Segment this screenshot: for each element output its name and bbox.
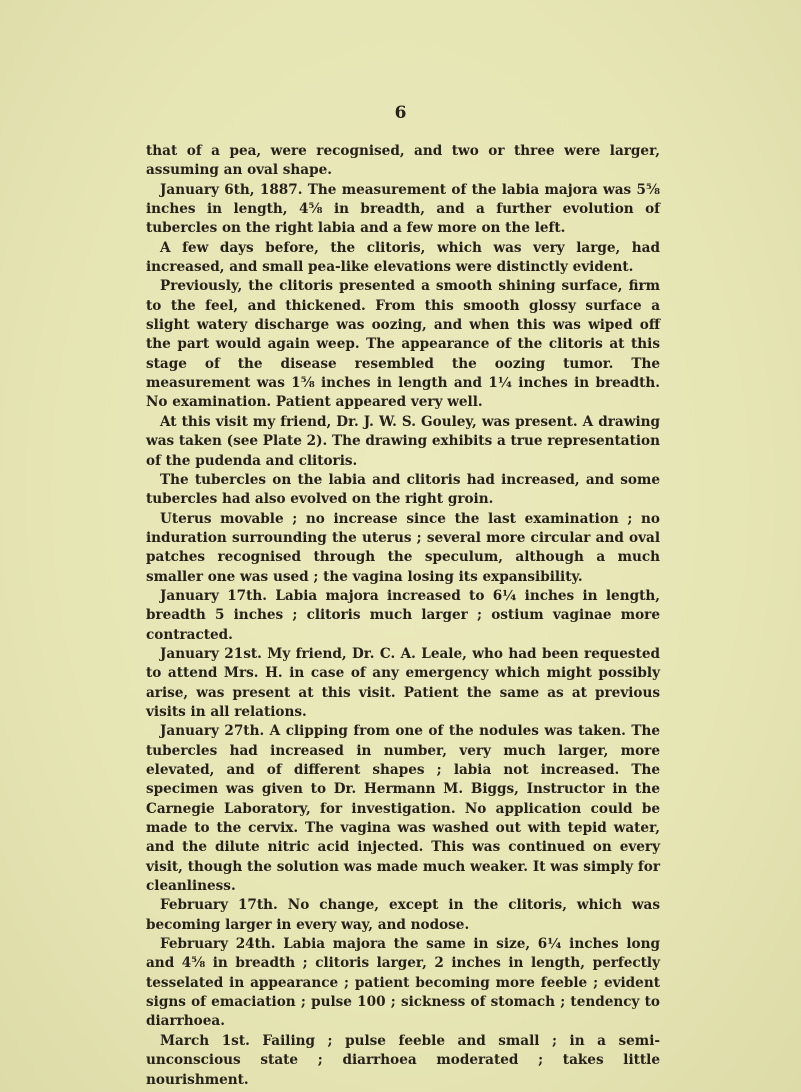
paragraph-february-17: February 17th. No change, except in the clitoris, which was becoming larger in every way, and nodose. xyxy=(146,897,660,933)
paragraph-continuation: that of a pea, were recognised, and two or three were larger, assuming an oval shape. xyxy=(146,143,660,179)
page-number: 6 xyxy=(394,103,407,123)
paragraph-january-21: January 21st. My friend, Dr. C. A. Leale, who had been requested to attend Mrs. H. in case of any emergency which might possibly arise, was present at this visit. Patient the same as at previous visits in all relations. xyxy=(146,645,660,720)
paragraph-march-1: March 1st. Failing ; pulse feeble and small ; in a semi-unconscious state ; diarrhoea moderated ; takes little nourishment. xyxy=(146,1032,660,1088)
paragraph-tubercles: The tubercles on the labia and clitoris had increased, and some tubercles had also evolved on the right groin. xyxy=(146,471,660,508)
paragraph-january-17: January 17th. Labia majora increased to 6¼ inches in length, breadth 5 inches ; clitoris much larger ; ostium vaginae more contracted. xyxy=(146,587,660,643)
paragraph-february-24: February 24th. Labia majora the same in size, 6¼ inches long and 4⅝ in breadth ; clitoris larger, 2 inches in length, perfectly tesselated in appearance ; patient becoming more feeble ; evident signs of emaciation ; pulse 100 ; sickness of stomach ; tendency to diarrhoea. xyxy=(146,936,660,1030)
paragraph-january-27: January 27th. A clipping from one of the nodules was taken. The tubercles had increased in number, very much larger, more elevated, and of different shapes ; labia not increased. The specimen was given to Dr. Hermann M. Biggs, Instructor in the Carnegie Laboratory, for investigation. No application could be made to the cervix. The vagina was washed out with tepid water, and the dilute nitric acid injected. This was continued on every visit, though the solution was made much weaker. It was simply for cleanliness. xyxy=(146,723,660,895)
paragraph-uterus: Uterus movable ; no increase since the last examination ; no induration surrounding the uterus ; several more circular and oval patches recognised through the speculum, although a much smaller one was used ; the vagina losing its expansibility. xyxy=(146,510,660,585)
body-text xyxy=(146,142,660,1090)
paragraph-gouley-visit: At this visit my friend, Dr. J. W. S. Gouley, was present. A drawing was taken (see Plate 2). The drawing exhibits a true representation of the pudenda and clitoris. xyxy=(146,413,661,469)
paragraph-few-days-before: A few days before, the clitoris, which was very large, had increased, and small pea-like elevations were distinctly evident. xyxy=(146,239,660,276)
paragraph-january-6: January 6th, 1887. The measurement of the labia majora was 5⅝ inches in length, 4⅝ in breadth, and a further evolution of tubercles on the right labia and a few more on the left. xyxy=(146,181,660,237)
paragraph-previously: Previously, the clitoris presented a smooth shining surface, firm to the feel, and thickened. From this smooth glossy surface a slight watery discharge was oozing, and when this was wiped off the part would again weep. The appearance of the clitoris at this stage of the disease resembled the oozing tumor. The measurement was 1⅝ inches in length and 1¼ inches in breadth. No examination. Patient appeared very well. xyxy=(146,278,660,411)
